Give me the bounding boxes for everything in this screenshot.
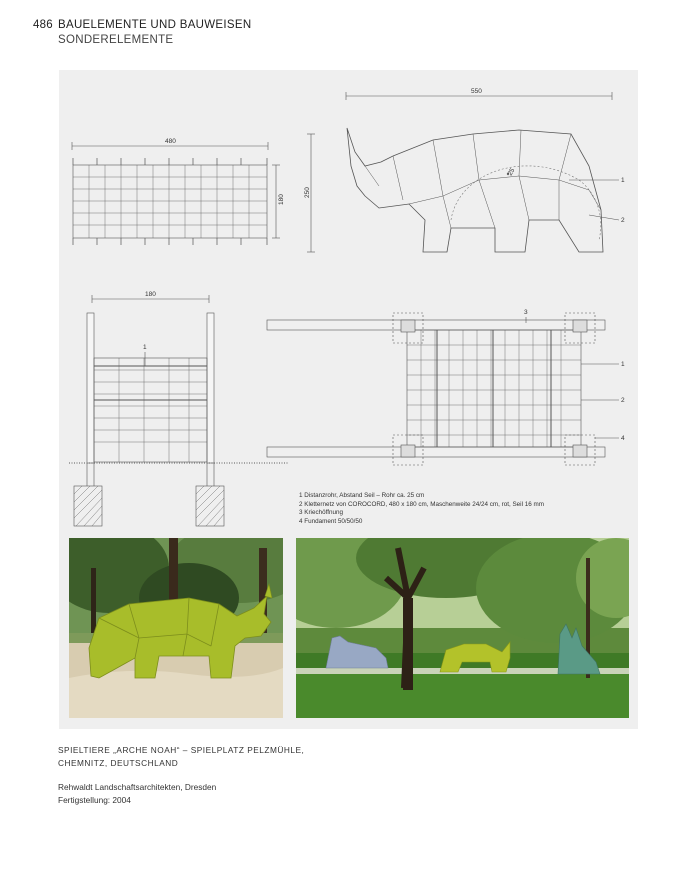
net-front-view <box>72 138 285 245</box>
callout-3-plan: 3 <box>524 309 528 316</box>
plan-view <box>267 313 619 465</box>
rhino-elevation <box>304 88 619 252</box>
caption-line-1: SPIELTIERE „ARCHE NOAH“ – SPIELPLATZ PELZMÜHLE, <box>58 745 305 755</box>
page-number: 486 <box>33 19 53 31</box>
legend-item: 1 Distanzrohr, Abstand Seil – Rohr ca. 25 cm <box>299 492 425 499</box>
chapter-subtitle: SONDERELEMENTE <box>58 34 174 46</box>
technical-drawings <box>59 70 638 538</box>
dim-net-height: 180 <box>278 194 285 205</box>
callout-1-plan: 1 <box>621 361 625 368</box>
completion-date: Fertigstellung: 2004 <box>58 795 131 805</box>
photo-park-animals <box>296 538 629 718</box>
callout-2-plan: 2 <box>621 397 625 404</box>
callout-4-plan: 4 <box>621 435 625 442</box>
dim-side-width: 180 <box>145 291 156 298</box>
side-section <box>69 291 289 526</box>
dim-rhino-width: 550 <box>471 88 482 95</box>
dim-rhino-radius: 25 <box>506 167 517 177</box>
legend-item: 4 Fundament 50/50/50 <box>299 517 363 525</box>
photo-green-rhino <box>69 538 283 718</box>
legend-item: 3 Kriechöffnung <box>299 509 343 517</box>
caption-line-2: CHEMNITZ, DEUTSCHLAND <box>58 758 179 768</box>
callout-1-rhino: 1 <box>621 177 625 184</box>
legend-item: 2 Kletternetz von COROCORD, 480 x 180 cm, Maschenweite 24/24 cm, rot, Seil 16 mm <box>299 500 544 508</box>
callout-2-rhino: 2 <box>621 217 625 224</box>
dim-rhino-height: 250 <box>304 187 311 198</box>
callout-1-side: 1 <box>143 344 147 351</box>
architect-credit: Rehwaldt Landschaftsarchitekten, Dresden <box>58 782 217 792</box>
drawing-legend <box>299 492 544 526</box>
chapter-title: BAUELEMENTE UND BAUWEISEN <box>58 19 252 31</box>
dim-net-width: 480 <box>165 138 176 145</box>
photo-caption <box>58 744 304 770</box>
figure-panel <box>59 70 638 729</box>
project-credits <box>58 781 216 807</box>
